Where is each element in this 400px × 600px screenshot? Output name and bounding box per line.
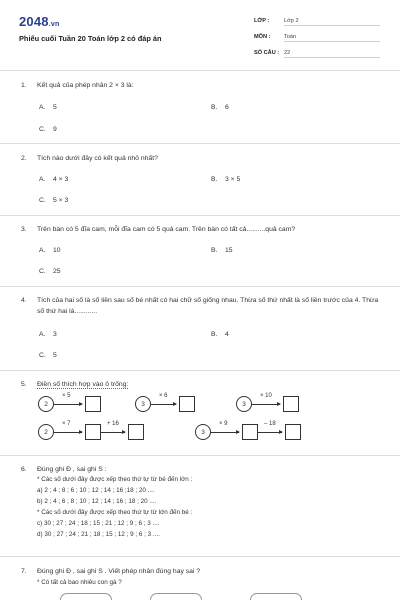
option-a[interactable]: A. 10: [39, 247, 61, 254]
sheet-header: [0, 0, 400, 70]
option-b[interactable]: B. 3 × 5: [211, 176, 241, 183]
option-b[interactable]: B. 15: [211, 247, 233, 254]
answer-box[interactable]: [242, 424, 258, 440]
q6-line[interactable]: b) 2 ; 4 ; 6 ; 8 ; 10 ; 12 ; 14 ; 16 ; 18 ; 20 ....: [37, 498, 157, 505]
field-label-count: SỐ CÂU :: [254, 50, 280, 56]
option-a[interactable]: A. 5: [39, 104, 57, 111]
question-number: 6.: [21, 466, 27, 473]
q6-line: * Các số dưới đây được xếp theo thứ tự từ lớn đến bé :: [37, 509, 193, 516]
question-6: [19, 464, 382, 475]
math-chain-2: [135, 393, 205, 416]
divider: [0, 143, 400, 144]
question-text: Kết quả của phép nhân 2 × 3 là:: [37, 82, 134, 89]
question-text: Đúng ghi Đ , sai ghi S . Viết phép nhân đúng hay sai ?: [37, 568, 201, 575]
question-text: Đúng ghi Đ , sai ghi S :: [37, 466, 107, 473]
operation-label: × 5: [62, 393, 71, 399]
answer-box[interactable]: [283, 396, 299, 412]
question-text: Điền số thích hợp vào ô trống:: [37, 381, 129, 388]
math-chain-3: [236, 393, 306, 416]
question-number: 7.: [21, 568, 27, 575]
math-chain-5: [195, 421, 305, 444]
start-circle: 2: [38, 396, 54, 412]
start-circle: 2: [38, 424, 54, 440]
logo: 2048.vn: [19, 14, 60, 29]
option-c[interactable]: C. 5: [39, 352, 57, 359]
field-value-count: 22: [284, 50, 380, 58]
question-number: 1.: [21, 82, 27, 89]
option-c[interactable]: C. 5 × 3: [39, 197, 69, 204]
option-a[interactable]: A. 3: [39, 331, 57, 338]
question-text: Tích nào dưới đây có kết quả nhỏ nhất?: [37, 155, 158, 162]
option-c[interactable]: C. 25: [39, 268, 61, 275]
option-c[interactable]: C. 9: [39, 126, 57, 133]
question-text: Tích của hai số là số liền sau số bé nhất có hai chữ số giống nhau. Thừa số thứ nhất là số liền trước của 4. Thừa số thứ hai là............: [37, 297, 379, 315]
operation-label: – 18: [264, 421, 276, 427]
chicken-image: [60, 593, 112, 600]
question-number: 4.: [21, 297, 27, 304]
q6-line[interactable]: d) 30 ; 27 ; 24 ; 21 ; 18 ; 15 ; 12 ; 9 ; 6 ; 3 ....: [37, 531, 160, 538]
answer-box[interactable]: [85, 424, 101, 440]
question-number: 2.: [21, 155, 27, 162]
chicken-image: [250, 593, 302, 600]
math-chain-4: [38, 421, 148, 444]
question-4: [19, 295, 382, 317]
option-a[interactable]: A. 4 × 3: [39, 176, 69, 183]
q6-line[interactable]: a) 2 ; 4 ; 8 ; 6 ; 10 ; 12 ; 14 ; 16 ;18 ; 20 ....: [37, 487, 155, 494]
math-chain-1: [38, 393, 108, 416]
question-number: 5.: [21, 381, 27, 388]
question-text: Trên bàn có 5 đĩa cam, mỗi đĩa cam có 5 quả cam. Trên bàn có tất cả..........quả cam?: [37, 226, 296, 233]
field-value-subject: Toán: [284, 34, 380, 42]
divider: [0, 370, 400, 371]
operation-label: + 16: [107, 421, 119, 427]
q7-subtext: * Có tất cả bao nhiêu con gà ?: [37, 579, 122, 586]
field-label-subject: MÔN :: [254, 34, 271, 40]
arrow-icon: [252, 404, 280, 405]
q6-line: * Các số dưới đây được xếp theo thứ tự từ bé đến lớn :: [37, 476, 193, 483]
operation-label: × 9: [219, 421, 228, 427]
arrow-icon: [54, 432, 82, 433]
question-number: 3.: [21, 226, 27, 233]
page-title: Phiếu cuối Tuần 20 Toán lớp 2 có đáp án: [19, 34, 162, 43]
operation-label: × 7: [62, 421, 71, 427]
start-circle: 3: [195, 424, 211, 440]
answer-box[interactable]: [128, 424, 144, 440]
arrow-icon: [151, 404, 176, 405]
operation-label: × 6: [159, 393, 168, 399]
arrow-icon: [258, 432, 282, 433]
option-b[interactable]: B. 4: [211, 331, 229, 338]
divider: [0, 455, 400, 456]
field-value-class: Lớp 2: [284, 18, 380, 26]
field-label-class: LỚP :: [254, 18, 270, 24]
divider: [0, 286, 400, 287]
arrow-icon: [101, 432, 125, 433]
answer-box[interactable]: [85, 396, 101, 412]
answer-box[interactable]: [179, 396, 195, 412]
chicken-image: [150, 593, 202, 600]
arrow-icon: [211, 432, 239, 433]
operation-label: × 10: [260, 393, 272, 399]
question-3: [19, 224, 382, 235]
q6-line[interactable]: c) 30 ; 27 ; 24 ; 18 ; 15 ; 21 ; 12 ; 9 ; 6 ; 3 ....: [37, 520, 160, 527]
start-circle: 3: [236, 396, 252, 412]
option-b[interactable]: B. 6: [211, 104, 229, 111]
question-2: [19, 153, 382, 164]
divider: [0, 556, 400, 557]
divider: [0, 70, 400, 71]
question-1: [19, 80, 382, 91]
start-circle: 3: [135, 396, 151, 412]
answer-box[interactable]: [285, 424, 301, 440]
arrow-icon: [54, 404, 82, 405]
question-5: [19, 379, 382, 390]
question-7: [19, 566, 382, 577]
divider: [0, 215, 400, 216]
